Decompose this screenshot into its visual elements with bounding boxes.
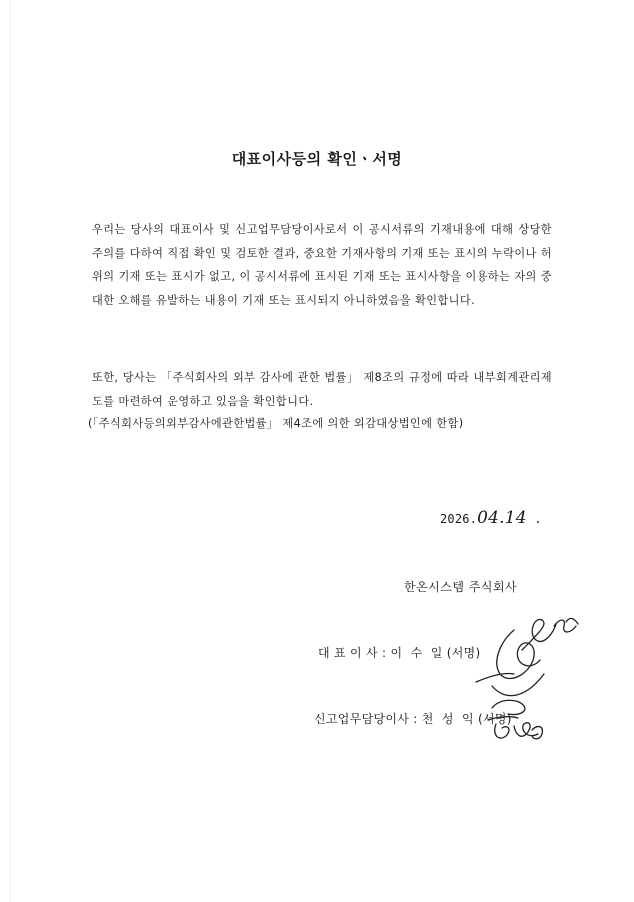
ceo-handwritten-signature [470,612,582,702]
applicability-note: (「주식회사등의외부감사에관한법률」 제4조에 의한 외감대상법인에 한함) [88,417,464,430]
date-handwritten-part: 04.14 [477,508,527,528]
internal-control-paragraph: 또한, 당사는 「주식회사의 외부 감사에 관한 법률」 제8조의 규정에 따라 내부회계관리제도를 마련하여 운영하고 있음을 확인합니다. [92,371,552,408]
ceo-signature-line: 대 표 이 사 : 이 수 일 (서명) [318,646,481,660]
date-suffix: . [526,512,542,526]
date-printed-part: 2026. [440,512,478,526]
company-name: 한온시스템 주식회사 [404,580,518,594]
confirmation-paragraph: 우리는 당사의 대표이사 및 신고업무담당이사로서 이 공시서류의 기재내용에 대해 상당한 주의를 다하여 직접 확인 및 검토한 결과, 중요한 기재사항의 기재 또는 표시의 누락이나 허위의 기재 또는 표시가 없고, 이 공시서류에 표시된 기재 또는 표시사항을 이용하는 자의 중대한 오해를 유발하는 내용이 기재 또는 표시되지 아니하였음을 확인합니다. [92,223,552,307]
reporting-officer-signature-line: 신고업무담당이사 : 천 성 익 (서명) [314,712,512,726]
reporting-officer-handwritten-signature [478,694,548,746]
page-edge-line [10,0,11,902]
document-title: 대표이사등의 확인ㆍ서명 [231,150,403,168]
signing-date [440,508,542,528]
